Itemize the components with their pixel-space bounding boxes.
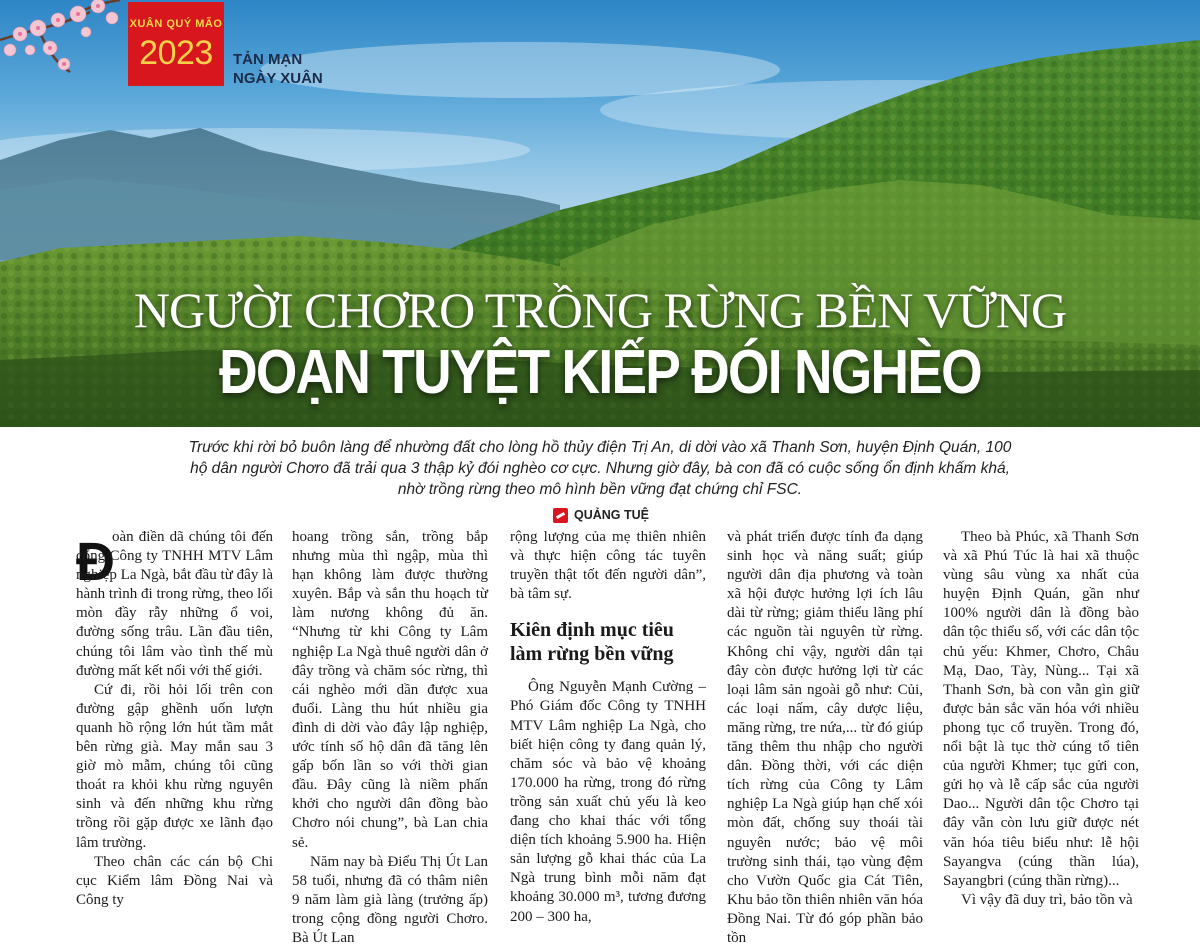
section-subheading: Kiên định mục tiêu làm rừng bền vững xyxy=(510,619,674,666)
badge-subtitle: XUÂN QUÝ MÃO xyxy=(129,18,223,30)
body-column-4 xyxy=(727,528,923,948)
tet-badge xyxy=(128,2,224,86)
section-label-line2: NGÀY XUÂN xyxy=(233,70,323,87)
body-paragraph: hoang trồng sắn, trồng bắp nhưng mùa thì ngập, mùa thì hạn không làm được thường xuyên. Bắp và sắn thu hoạch từ làm nương không đủ ăn. “Nhưng từ khi Công ty Lâm nghiệp La Ngà thuê người dân ở đây trồng và chăm sóc rừng, thì cái nghèo mới dần được xua đuổi. Làng thu hút nhiều gia đình di dời vào đây lập nghiệp, ước tính số hộ dân đã tăng lên gấp bốn lần so với thời gian đầu. Đây cũng là niềm phấn khởi cho người dân đồng bào Chơro nói chung”, bà Lan chia sẻ. xyxy=(292,529,488,851)
drop-cap: Đ xyxy=(76,532,115,592)
blossom-branch-icon xyxy=(0,0,130,95)
body-paragraph: Theo chân các cán bộ Chi cục Kiểm lâm Đồng Nai và Công ty xyxy=(76,853,273,908)
body-column-5 xyxy=(943,528,1139,910)
body-paragraph: Năm nay bà Điểu Thị Út Lan 58 tuổi, nhưng đã có thâm niên 9 năm làm già làng (trưởng ấp) trong cộng đồng người Chơro. Bà Út Lan xyxy=(292,853,488,946)
body-paragraph: và phát triển được tính đa dạng sinh học và năng suất; giúp người dân địa phương và toàn xã hội được hưởng lợi ích lâu dài từ rừng; giảm thiểu lãng phí các nguồn tài nguyên từ rừng. Không chỉ vậy, người dân tại đây còn được hưởng lợi từ các loại lâm sản ngoài gỗ như: Củi, các loại nấm, cây dược liệu, măng rừng, tre nứa,... từ đó giúp tăng thêm thu nhập cho người dân. Đồng thời, với các diện tích rừng của Công ty Lâm nghiệp La Ngà giúp hạn chế xói mòn đất, chống suy thoái tài nguyên nước; bảo vệ môi trường sinh thái, tạo vùng đệm cho Vườn Quốc gia Cát Tiên, Khu bảo tồn thiên nhiên văn hóa Đồng Nai. Từ đó góp phần bảo tồn xyxy=(727,529,923,946)
body-paragraph: oàn điền dã chúng tôi đến cổng Công ty TNHH MTV Lâm nghiệp La Ngà, bắt đầu từ đây là hành trình đi trong rừng, theo lối mòn đầy rẫy những ổ voi, đường sống trâu. Lần đầu tiên, chúng tôi lâm vào tình thế mù đường mất kết nối với thế giới. xyxy=(76,529,273,679)
byline xyxy=(553,506,649,524)
section-label-line1: TẢN MẠN xyxy=(233,51,303,68)
body-paragraph: Theo bà Phúc, xã Thanh Sơn và xã Phú Túc là hai xã thuộc vùng sâu vùng xa nhất của huyện Định Quán, gần như 100% người dân là đồng bào dân tộc thiểu số, với các dân tộc chủ yếu: Khmer, Chơro, Châu Mạ, Dao, Tày, Nùng... Tại xã Thanh Sơn, bà con vẫn gìn giữ được bản sắc văn hóa với nhiều phong tục cổ truyền. Trong đó, nổi bật là tục thờ cúng tổ tiên của người Khmer; tục gửi con, gửi họ và lễ cấp sắc của người Dao... Người dân tộc Chơro tại đây vẫn còn lưu giữ được nét văn hóa tiêu biểu như: lễ hội Sayangva (cúng thần lúa), Sayangbri (cúng thần rừng)... xyxy=(943,529,1139,889)
body-column-3 xyxy=(510,528,706,927)
lead-paragraph: Trước khi rời bỏ buôn làng để nhường đất cho lòng hồ thủy điện Trị An, di dời vào xã Thanh Sơn, huyện Định Quán, 100 hộ dân người Chơro đã trải qua 3 thập kỷ đói nghèo cơ cực. Nhưng giờ đây, bà con đã có cuộc sống ổn định khấm khá, nhờ trồng rừng theo mô hình bền vững đạt chứng chỉ FSC. xyxy=(188,439,1012,498)
author-logo-icon xyxy=(553,508,568,523)
body-paragraph: Ông Nguyễn Mạnh Cường – Phó Giám đốc Công ty TNHH MTV Lâm nghiệp La Ngà, cho biết hiện công ty đang quản lý, chăm sóc và bảo vệ khoảng 170.000 ha rừng, trong đó rừng trồng sản xuất chủ yếu là keo đang cho khai thác với tổng diện tích khoảng 5.900 ha. Hiện sản lượng gỗ khai thác của La Ngà trung bình mỗi năm đạt khoảng 30.000 m³, tương đương 200 – 300 ha, xyxy=(510,679,706,925)
body-paragraph: rộng lượng của mẹ thiên nhiên và thực hiện công tác tuyên truyền thật tốt đến người dân”, bà tâm sự. xyxy=(510,529,706,603)
body-column-2 xyxy=(292,528,488,948)
body-paragraph: Vì vậy đã duy trì, bảo tồn và xyxy=(961,891,1133,908)
headline-line2: ĐOẠN TUYỆT KIẾP ĐÓI NGHÈO xyxy=(219,338,981,407)
section-label xyxy=(233,50,323,88)
badge-year: 2023 xyxy=(139,34,213,72)
body-column-1 xyxy=(76,528,273,910)
body-paragraph: Cứ đi, rồi hỏi lối trên con đường gập ghềnh uốn lượn quanh hồ rộng lớn hút tầm mắt bên rừng già. May mắn sau 3 giờ mò mẫm, chúng tôi cũng thoát ra khỏi khu rừng nguyên sinh và đến những khu rừng trồng rồi gặp được xe lãnh đạo lâm trường. xyxy=(76,681,273,851)
headline-line1: NGƯỜI CHƠRO TRỒNG RỪNG BỀN VỮNG xyxy=(133,282,1067,338)
author-name: QUẢNG TUỆ xyxy=(574,508,649,522)
hero-photo xyxy=(0,0,1200,427)
